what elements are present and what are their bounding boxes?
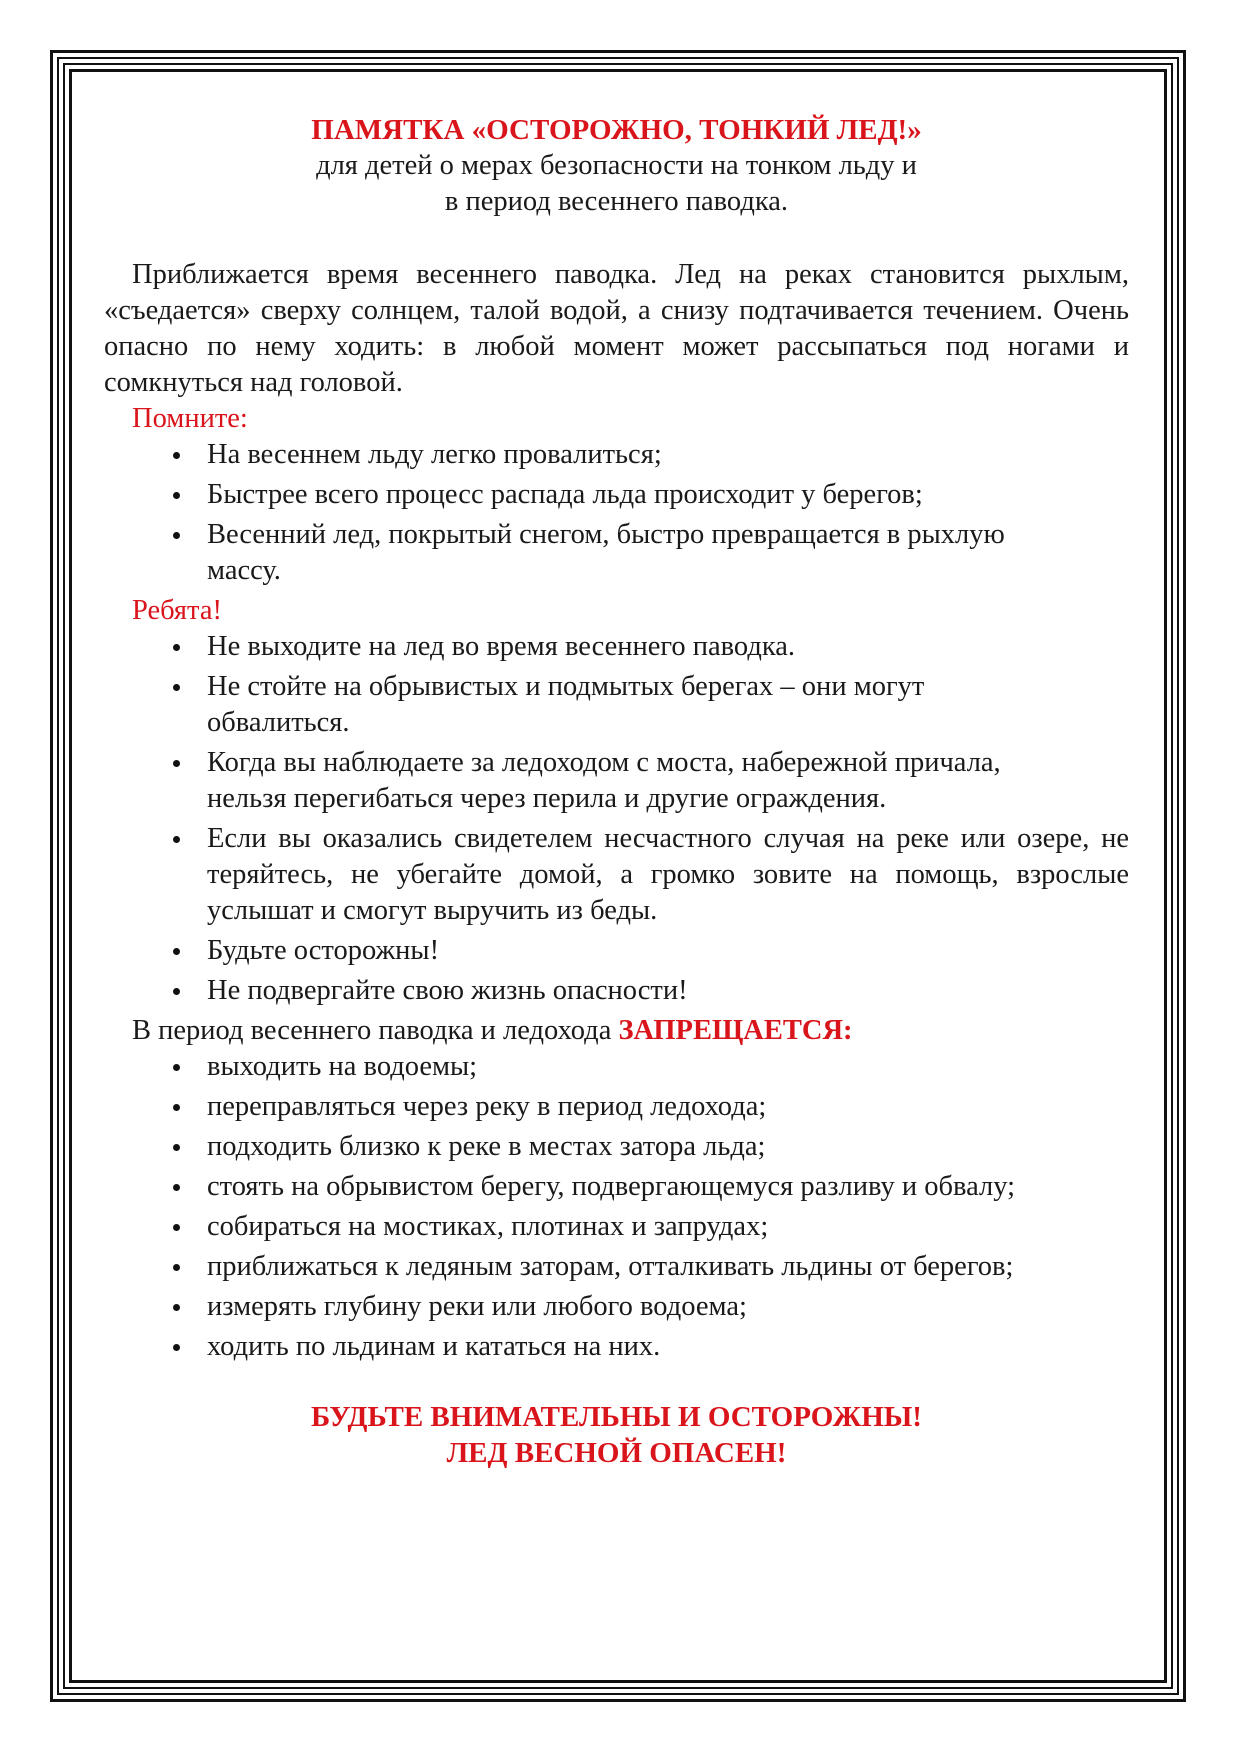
list-item — [104, 1209, 1129, 1245]
list-item-text: Не подвергайте свою жизнь опасности! — [207, 975, 688, 1006]
list-item-text: Когда вы наблюдаете за ледоходом с моста, набережной причала, нельзя перегибаться через перила и другие ограждения. — [207, 747, 1001, 814]
bullet-icon — [173, 1304, 180, 1311]
list-item — [104, 1089, 1129, 1125]
list-item — [104, 477, 1129, 513]
kids-label: Ребята! — [132, 595, 222, 626]
list-item — [104, 1129, 1129, 1165]
bullet-icon — [173, 836, 180, 843]
list-item — [104, 933, 1129, 969]
list-item — [104, 1249, 1129, 1285]
bullet-icon — [173, 532, 180, 539]
list-item — [104, 1049, 1129, 1085]
list-item — [104, 821, 1129, 929]
forbidden-intro — [104, 1013, 1129, 1049]
intro-paragraph: Приближается время весеннего паводка. Лед на реках становится рыхлым, «съедается» сверху солнцем, талой водой, а снизу подтачивается течением. Очень опасно по нему ходить: в любой момент может рассыпаться под ногами и сомкнуться над головой. — [104, 259, 1129, 398]
list-item-text: подходить близко к реке в местах затора льда; — [207, 1131, 766, 1162]
list-item-text: ходить по льдинам и кататься на них. — [207, 1331, 661, 1362]
bullet-icon — [173, 760, 180, 767]
bullet-icon — [173, 492, 180, 499]
list-item — [104, 1329, 1129, 1365]
remember-label: Помните: — [132, 403, 248, 434]
closing-line-1: БУДЬТЕ ВНИМАТЕЛЬНЫ И ОСТОРОЖНЫ! — [311, 1401, 922, 1433]
memo-subtitle-line-2: в период весеннего паводка. — [444, 186, 789, 217]
list-item — [104, 1289, 1129, 1325]
bullet-icon — [173, 1184, 180, 1191]
list-item — [104, 973, 1129, 1009]
list-item — [104, 517, 1129, 589]
forbidden-list — [104, 1049, 1129, 1365]
list-item-text: собираться на мостиках, плотинах и запрудах; — [207, 1211, 769, 1242]
bullet-icon — [173, 1224, 180, 1231]
list-item-text: Не выходите на лед во время весеннего паводка. — [207, 631, 796, 662]
list-item — [104, 745, 1129, 817]
memo-title: ПАМЯТКА «ОСТОРОЖНО, ТОНКИЙ ЛЕД!» — [311, 114, 922, 146]
bullet-icon — [173, 644, 180, 651]
list-item-text: Весенний лед, покрытый снегом, быстро превращается в рыхлую массу. — [207, 519, 1005, 586]
memo-subtitle-line-1: для детей о мерах безопасности на тонком льду и — [316, 150, 917, 181]
bullet-icon — [173, 1104, 180, 1111]
list-item — [104, 437, 1129, 473]
list-item-text: Если вы оказались свидетелем несчастного случая на реке или озере, не теряйтесь, не убегайте домой, а громко зовите на помощь, взрослые услышат и смогут выручить из беды. — [207, 823, 1129, 926]
kids-list — [104, 629, 1129, 1009]
list-item — [104, 629, 1129, 665]
closing-warning — [104, 1399, 1129, 1471]
list-item-text: Не стойте на обрывистых и подмытых берегах – они могут обвалиться. — [207, 671, 925, 738]
list-item-text: выходить на водоемы; — [207, 1051, 478, 1082]
bullet-icon — [173, 684, 180, 691]
closing-line-2: ЛЕД ВЕСНОЙ ОПАСЕН! — [446, 1437, 787, 1469]
bullet-icon — [173, 452, 180, 459]
forbidden-lead: В период весеннего паводка и ледохода — [132, 1015, 619, 1046]
forbidden-emphasis: ЗАПРЕЩАЕТСЯ: — [618, 1015, 853, 1046]
list-item-text: Быстрее всего процесс распада льда происходит у берегов; — [207, 479, 923, 510]
bullet-icon — [173, 1144, 180, 1151]
bullet-icon — [173, 1344, 180, 1351]
list-item-text: переправляться через реку в период ледохода; — [207, 1091, 767, 1122]
bullet-icon — [173, 988, 180, 995]
list-item-text: измерять глубину реки или любого водоема; — [207, 1291, 747, 1322]
list-item-text: Будьте осторожны! — [207, 935, 440, 966]
bullet-icon — [173, 1264, 180, 1271]
memo-content — [104, 112, 1129, 1471]
list-item-text: На весеннем льду легко провалиться; — [207, 439, 662, 470]
remember-list — [104, 437, 1129, 589]
list-item — [104, 1169, 1129, 1205]
bullet-icon — [173, 948, 180, 955]
list-item — [104, 669, 1129, 741]
list-item-text: стоять на обрывистом берегу, подвергающемуся разливу и обвалу; — [207, 1171, 1015, 1202]
bullet-icon — [173, 1064, 180, 1071]
list-item-text: приближаться к ледяным заторам, отталкивать льдины от берегов; — [207, 1251, 1014, 1282]
